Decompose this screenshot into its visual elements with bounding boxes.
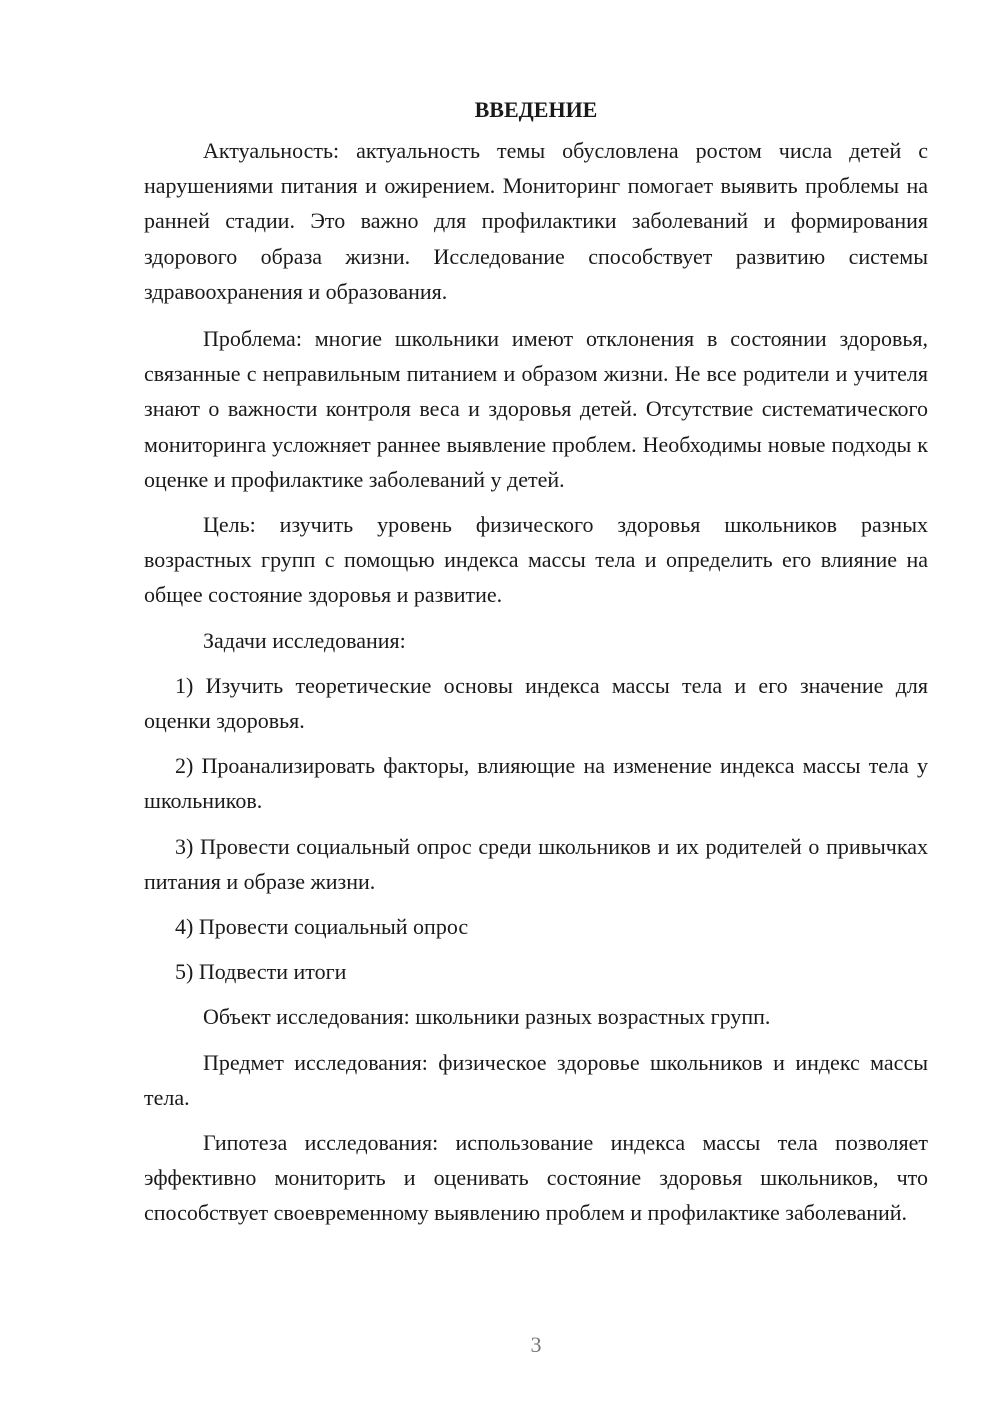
task-item-1: 1) Изучить теоретические основы индекса массы тела и его значение для оценки здоровья. xyxy=(144,672,928,734)
document-page xyxy=(144,92,928,1231)
hypothesis-paragraph: Гипотеза исследования: использование индекса массы тела позволяет эффективно мониторить и оценивать состояние здоровья школьников, что способствует своевременному выявлению проблем и профилактике заболеваний. xyxy=(144,1130,928,1226)
subject-paragraph: Предмет исследования: физическое здоровье школьников и индекс массы тела. xyxy=(144,1049,928,1110)
task-item-5: 5) Подвести итоги xyxy=(175,959,347,985)
task-item-4: 4) Провести социальный опрос xyxy=(175,914,469,940)
task-item-3: 3) Провести социальный опрос среди школьников и их родителей о привычках питания и образе жизни. xyxy=(144,833,928,894)
problem-paragraph: Проблема: многие школьники имеют отклонения в состоянии здоровья, связанные с неправильным питанием и образом жизни. Не все родители и учителя знают о важности контроля веса и здоровья детей. Отсутствие систематического мониторинга усложняет раннее выявление проблем. Необходимы новые подходы к оценке и профилактике заболеваний у детей. xyxy=(144,326,928,492)
relevance-paragraph: Актуальность: актуальность темы обусловлена ростом числа детей с нарушениями питания и ожирением. Мониторинг помогает выявить проблемы на ранней стадии. Это важно для профилактики заболеваний и формирования здорового образа жизни. Исследование способствует развитию системы здравоохранения и образования. xyxy=(144,138,928,304)
page-title: ВВЕДЕНИЕ xyxy=(474,97,598,122)
tasks-heading: Задачи исследования: xyxy=(203,627,406,653)
page-number: 3 xyxy=(530,1332,542,1357)
task-item-2: 2) Проанализировать факторы, влияющие на изменение индекса массы тела у школьников. xyxy=(144,753,928,814)
goal-paragraph: Цель: изучить уровень физического здоровья школьников разных возрастных групп с помощью индекса массы тела и определить его влияние на общее состояние здоровья и развитие. xyxy=(144,512,928,608)
object-paragraph: Объект исследования: школьники разных возрастных групп. xyxy=(203,1004,771,1030)
